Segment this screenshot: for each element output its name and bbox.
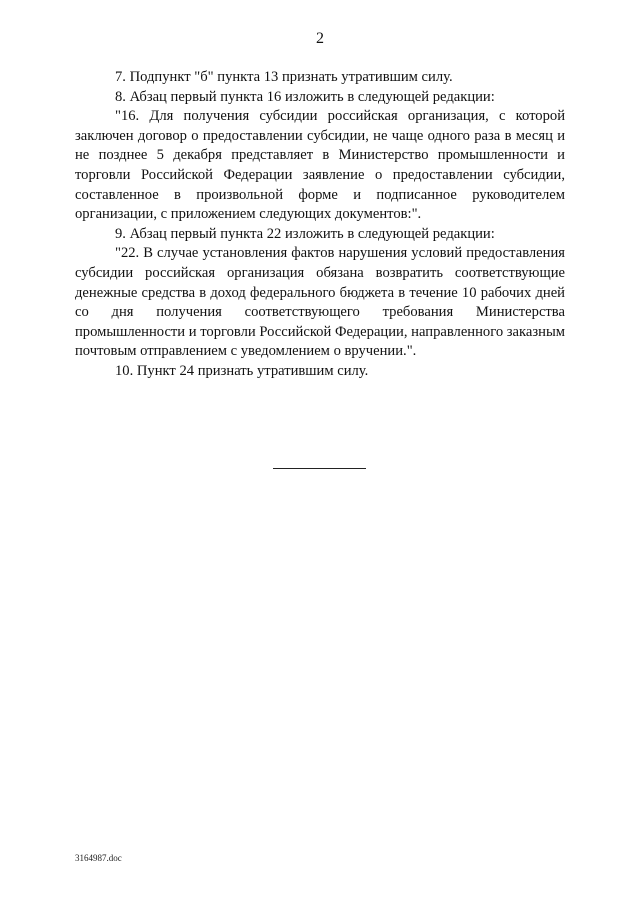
paragraph-quote-22: "22. В случае установления фактов нарушения условий предоставления субсидии российская организация обязана возвратить соответствующие денежные средства в доход федерального бюджета в течение 10 рабочих дней со дня получения соответствующего требования Министерства промышленности и торговли Российской Федерации, направленного заказным почтовым отправлением с уведомлением о вручении.". — [75, 245, 565, 360]
document-body — [75, 68, 565, 382]
paragraph-quote-16: "16. Для получения субсидии российская организация, с которой заключен договор о предоставлении субсидии, не чаще одного раза в месяц и не позднее 5 декабря представляет в Министерство промышленности и торговли Российской Федерации заявление о предоставлении субсидии, составленное в произвольной форме и подписанное руководителем организации, с приложением следующих документов:". — [75, 108, 565, 223]
page-number: 2 — [316, 30, 324, 47]
paragraph-item-8: 8. Абзац первый пункта 16 изложить в следующей редакции: — [115, 88, 495, 105]
footer-filename: 3164987.doc — [75, 853, 122, 863]
paragraph-item-9: 9. Абзац первый пункта 22 изложить в следующей редакции: — [115, 225, 495, 242]
paragraph-item-10: 10. Пункт 24 признать утратившим силу. — [115, 362, 369, 379]
paragraph-item-7: 7. Подпункт "б" пункта 13 признать утратившим силу. — [115, 69, 453, 85]
end-of-text-divider — [273, 468, 366, 469]
